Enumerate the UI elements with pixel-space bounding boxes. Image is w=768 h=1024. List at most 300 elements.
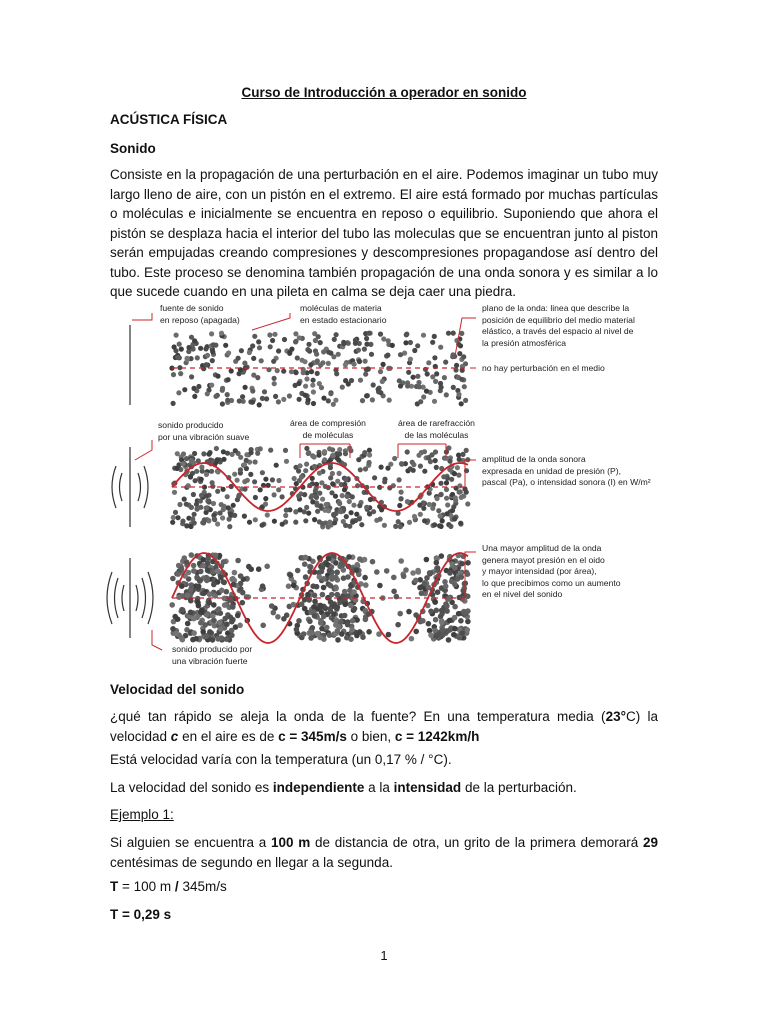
molecule-dot [247, 350, 252, 355]
independence-paragraph: La velocidad del sonido es independiente a la intensidad de la perturbación. [110, 780, 577, 795]
molecule-dot [433, 617, 439, 623]
molecule-dot [354, 562, 360, 568]
molecule-dot [263, 496, 268, 501]
molecule-dot [180, 637, 186, 643]
molecule-dot [269, 603, 275, 609]
molecule-dot [461, 494, 466, 499]
molecule-dot [327, 446, 332, 451]
molecule-dot [274, 463, 279, 468]
molecule-dot [221, 449, 226, 454]
molecule-dot [458, 521, 463, 526]
molecule-dot [301, 370, 306, 375]
molecule-dot [267, 332, 272, 337]
molecule-dot [465, 501, 470, 506]
molecule-dot [314, 495, 319, 500]
molecule-dot [396, 519, 401, 524]
molecule-dot [337, 501, 342, 506]
molecule-dot [338, 619, 344, 625]
molecule-dot [321, 585, 327, 591]
formula-line-2: T = 0,29 s [110, 907, 172, 922]
molecule-dot [439, 608, 445, 614]
molecule-dot [283, 448, 288, 453]
molecule-dot [432, 599, 438, 605]
molecule-dot [313, 488, 318, 493]
molecule-dot [421, 394, 426, 399]
molecule-dot [198, 505, 203, 510]
molecule-dot [287, 393, 292, 398]
molecule-dot [452, 615, 458, 621]
molecule-dot [320, 521, 325, 526]
molecule-dot [184, 502, 189, 507]
molecule-dot [424, 557, 430, 563]
molecule-dot [416, 453, 421, 458]
molecule-dot [422, 449, 427, 454]
molecule-dot [354, 567, 360, 573]
molecule-dot [332, 520, 337, 525]
molecule-dot [407, 520, 412, 525]
molecule-dot [428, 632, 434, 638]
molecule-dot [296, 468, 301, 473]
molecule-dot [337, 471, 342, 476]
molecule-dot [319, 626, 325, 632]
molecule-dot [247, 520, 252, 525]
molecule-dot [240, 394, 245, 399]
molecule-dot [225, 398, 230, 403]
molecule-dot [424, 575, 430, 581]
molecule-dot [205, 556, 211, 562]
molecule-dot [232, 570, 238, 576]
molecule-dot [366, 331, 371, 336]
molecule-dot [271, 359, 276, 364]
molecule-dot [356, 348, 361, 353]
molecule-dot [270, 338, 275, 343]
molecule-dot [392, 456, 397, 461]
molecule-dot [178, 371, 183, 376]
molecule-dot [410, 570, 416, 576]
molecule-dot [198, 498, 203, 503]
molecule-dot [276, 478, 281, 483]
molecule-dot [344, 514, 349, 519]
molecule-dot [391, 575, 397, 581]
molecule-dot [211, 342, 216, 347]
molecule-dot [211, 582, 217, 588]
molecule-dot [230, 452, 235, 457]
molecule-dot [456, 473, 461, 478]
molecule-dot [360, 398, 365, 403]
molecule-dot [242, 361, 247, 366]
molecule-dot [204, 633, 210, 639]
molecule-dot [335, 604, 341, 610]
molecule-dot [307, 619, 313, 625]
molecule-dot [176, 594, 182, 600]
molecule-dot [370, 397, 375, 402]
molecule-dot [288, 572, 294, 578]
molecule-dot [226, 350, 231, 355]
molecule-dot [352, 362, 357, 367]
molecule-dot [406, 609, 412, 615]
molecule-dot [251, 356, 256, 361]
molecule-dot [367, 452, 372, 457]
molecule-dot [454, 363, 459, 368]
molecule-dot [438, 614, 444, 620]
molecule-dot [201, 451, 206, 456]
molecule-dot [452, 516, 457, 521]
molecule-dot [282, 337, 287, 342]
molecule-dot [357, 629, 363, 635]
molecule-dot [367, 511, 372, 516]
molecule-dot [385, 353, 390, 358]
molecule-dot [272, 332, 277, 337]
molecule-dot [281, 369, 286, 374]
molecule-dot [214, 446, 219, 451]
molecule-dot [406, 370, 411, 375]
molecule-dot [330, 453, 335, 458]
molecule-dot [216, 606, 222, 612]
molecule-dot [452, 626, 458, 632]
molecule-dot [200, 563, 206, 569]
molecule-dot [358, 467, 363, 472]
molecule-dot [465, 560, 471, 566]
molecule-dot [304, 462, 309, 467]
molecule-dot [363, 617, 369, 623]
molecule-dot [382, 523, 387, 528]
molecule-dot [293, 331, 298, 336]
molecule-dot [308, 362, 313, 367]
molecule-dot [231, 503, 236, 508]
molecule-dot [314, 482, 319, 487]
molecule-dot [305, 347, 310, 352]
molecule-dot [179, 347, 184, 352]
molecule-dot [343, 477, 348, 482]
molecule-dot [382, 479, 387, 484]
molecule-dot [264, 564, 270, 570]
molecule-dot [226, 377, 231, 382]
molecule-dot [462, 384, 467, 389]
molecule-dot [435, 565, 441, 571]
molecule-dot [295, 568, 301, 574]
molecule-dot [393, 524, 398, 529]
molecule-dot [395, 622, 401, 628]
molecule-dot [302, 492, 307, 497]
molecule-dot [211, 501, 216, 506]
molecule-dot [196, 584, 202, 590]
molecule-dot [266, 367, 271, 372]
molecule-dot [189, 552, 195, 558]
molecule-dot [236, 356, 241, 361]
molecule-dot [341, 340, 346, 345]
molecule-dot [438, 345, 443, 350]
molecule-dot [418, 399, 423, 404]
molecule-dot [218, 626, 224, 632]
molecule-dot [302, 561, 308, 567]
molecule-dot [217, 620, 223, 626]
molecule-dot [188, 610, 194, 616]
molecule-dot [242, 462, 247, 467]
molecule-dot [446, 331, 451, 336]
molecule-dot [220, 515, 225, 520]
molecule-dot [194, 575, 200, 581]
molecule-dot [314, 352, 319, 357]
molecule-dot [377, 583, 383, 589]
molecule-dot [179, 583, 185, 589]
molecule-dot [264, 396, 269, 401]
molecule-dot [284, 459, 289, 464]
molecule-dot [258, 487, 263, 492]
molecule-dot [340, 385, 345, 390]
molecule-dot [259, 358, 264, 363]
molecule-dot [252, 334, 257, 339]
molecule-dot [181, 451, 186, 456]
molecule-dot [309, 495, 314, 500]
molecule-dot [459, 630, 465, 636]
molecule-dot [293, 383, 298, 388]
molecule-dot [351, 589, 357, 595]
molecule-dot [207, 600, 213, 606]
molecule-dot [248, 472, 253, 477]
molecule-dot [249, 450, 254, 455]
label-source-rest: fuente de sonido en reposo (apagada) [160, 303, 240, 325]
molecule-dot [357, 503, 362, 508]
molecule-dot [427, 570, 433, 576]
molecule-dot [255, 375, 260, 380]
molecule-dot [331, 512, 336, 517]
molecule-dot [239, 348, 244, 353]
molecule-dot [173, 510, 178, 515]
molecule-dot [348, 603, 354, 609]
molecule-dot [444, 608, 450, 614]
molecule-dot [272, 519, 277, 524]
molecule-dot [291, 583, 297, 589]
molecule-dot [401, 574, 407, 580]
molecules-rest [169, 331, 468, 408]
molecule-dot [298, 507, 303, 512]
molecule-dot [430, 506, 435, 511]
molecule-dot [172, 344, 177, 349]
molecule-dot [199, 465, 204, 470]
molecule-dot [229, 368, 234, 373]
molecule-dot [335, 456, 340, 461]
molecule-dot [460, 452, 465, 457]
molecule-dot [250, 343, 255, 348]
molecule-dot [432, 334, 437, 339]
molecule-dot [304, 376, 309, 381]
molecule-dot [260, 470, 265, 475]
molecule-dot [459, 561, 465, 567]
molecule-dot [455, 465, 460, 470]
molecule-dot [260, 583, 266, 589]
molecule-dot [417, 585, 423, 591]
molecule-dot [256, 339, 261, 344]
molecule-dot [176, 390, 181, 395]
molecule-dot [374, 569, 380, 575]
molecule-dot [333, 586, 339, 592]
molecule-dot [444, 480, 449, 485]
molecule-dot [440, 518, 445, 523]
molecule-dot [432, 355, 437, 360]
molecule-dot [180, 607, 186, 613]
molecule-dot [342, 487, 347, 492]
molecule-dot [191, 563, 197, 569]
molecule-dot [459, 401, 464, 406]
molecule-dot [312, 593, 318, 599]
molecule-dot [345, 574, 351, 580]
molecule-dot [303, 468, 308, 473]
molecule-dot [418, 512, 423, 517]
molecule-dot [205, 353, 210, 358]
molecule-dot [260, 523, 265, 528]
molecule-dot [191, 630, 197, 636]
molecule-dot [456, 611, 462, 617]
molecule-dot [298, 463, 303, 468]
molecule-dot [219, 502, 224, 507]
molecule-dot [238, 467, 243, 472]
molecule-dot [171, 372, 176, 377]
molecule-dot [310, 499, 315, 504]
molecule-dot [364, 336, 369, 341]
molecule-dot [246, 564, 252, 570]
molecule-dot [299, 601, 305, 607]
molecule-dot [339, 631, 345, 637]
molecule-dot [451, 385, 456, 390]
molecule-dot [430, 374, 435, 379]
molecule-dot [343, 451, 348, 456]
molecule-dot [199, 607, 205, 613]
molecule-dot [379, 465, 384, 470]
molecule-dot [224, 636, 230, 642]
molecule-dot [195, 355, 200, 360]
molecule-dot [188, 587, 194, 593]
molecule-dot [331, 611, 337, 617]
molecule-dot [268, 448, 273, 453]
molecule-dot [438, 481, 443, 486]
molecule-dot [328, 391, 333, 396]
molecule-dot [218, 575, 224, 581]
molecule-dot [330, 481, 335, 486]
molecule-dot [204, 472, 209, 477]
molecule-dot [182, 387, 187, 392]
molecule-dot [294, 627, 300, 633]
molecule-dot [457, 483, 462, 488]
molecule-dot [281, 397, 286, 402]
molecule-dot [221, 457, 226, 462]
label-strong-vibration: sonido producido por una vibración fuerte [172, 644, 253, 666]
molecule-dot [172, 490, 177, 495]
molecule-dot [456, 392, 461, 397]
molecule-dot [312, 517, 317, 522]
molecule-dot [433, 458, 438, 463]
molecule-dot [465, 594, 471, 600]
molecule-dot [238, 455, 243, 460]
molecule-dot [378, 332, 383, 337]
molecule-dot [338, 509, 343, 514]
molecule-dot [326, 398, 331, 403]
molecule-dot [443, 360, 448, 365]
molecule-dot [397, 378, 402, 383]
molecule-dot [369, 352, 374, 357]
molecule-dot [221, 507, 226, 512]
molecule-dot [362, 347, 367, 352]
molecule-dot [253, 517, 258, 522]
molecule-dot [459, 574, 465, 580]
molecule-dot [229, 628, 235, 634]
molecule-dot [376, 387, 381, 392]
molecule-dot [284, 508, 289, 513]
molecule-dot [388, 462, 393, 467]
molecule-dot [397, 503, 402, 508]
molecule-dot [297, 397, 302, 402]
molecule-dot [421, 506, 426, 511]
molecule-dot [281, 616, 287, 622]
molecule-dot [457, 490, 462, 495]
molecule-dot [415, 343, 420, 348]
molecule-dot [451, 504, 456, 509]
molecule-dot [201, 591, 207, 597]
molecule-dot [293, 339, 298, 344]
molecule-dot [443, 583, 449, 589]
molecule-dot [230, 604, 236, 610]
molecule-dot [347, 499, 352, 504]
molecule-dot [205, 391, 210, 396]
molecule-dot [273, 394, 278, 399]
molecule-dot [280, 494, 285, 499]
molecule-dot [363, 372, 368, 377]
molecule-dot [193, 636, 199, 642]
molecule-dot [198, 346, 203, 351]
molecule-dot [212, 516, 217, 521]
molecule-dot [295, 355, 300, 360]
molecule-dot [445, 628, 451, 634]
molecule-dot [293, 520, 298, 525]
molecule-dot [398, 383, 403, 388]
molecule-dot [380, 379, 385, 384]
molecule-dot [306, 510, 311, 515]
molecule-dot [205, 568, 211, 574]
molecule-dot [349, 627, 355, 633]
molecule-dot [367, 460, 372, 465]
molecule-dot [244, 594, 250, 600]
molecule-dot [442, 375, 447, 380]
molecule-dot [334, 569, 340, 575]
molecule-dot [224, 622, 230, 628]
molecule-dot [463, 398, 468, 403]
molecule-dot [465, 627, 471, 633]
page-number: 1 [380, 948, 388, 963]
molecule-dot [181, 461, 186, 466]
molecule-dot [186, 345, 191, 350]
molecule-dot [397, 611, 403, 617]
molecule-dot [225, 392, 230, 397]
label-no-disturbance: no hay perturbación en el medio [482, 363, 605, 373]
molecule-dot [439, 620, 445, 626]
molecule-dot [221, 580, 227, 586]
molecule-dot [328, 465, 333, 470]
molecule-dot [405, 499, 410, 504]
molecule-dot [220, 386, 225, 391]
molecule-dot [321, 614, 327, 620]
molecule-dot [362, 450, 367, 455]
molecule-dot [437, 523, 442, 528]
molecule-dot [386, 632, 392, 638]
molecule-dot [185, 592, 191, 598]
molecule-dot [398, 352, 403, 357]
molecule-dot [398, 524, 403, 529]
molecule-dot [193, 478, 198, 483]
molecule-dot [175, 355, 180, 360]
molecule-dot [227, 517, 232, 522]
molecule-dot [447, 570, 453, 576]
molecule-dot [204, 493, 209, 498]
molecule-dot [182, 497, 187, 502]
